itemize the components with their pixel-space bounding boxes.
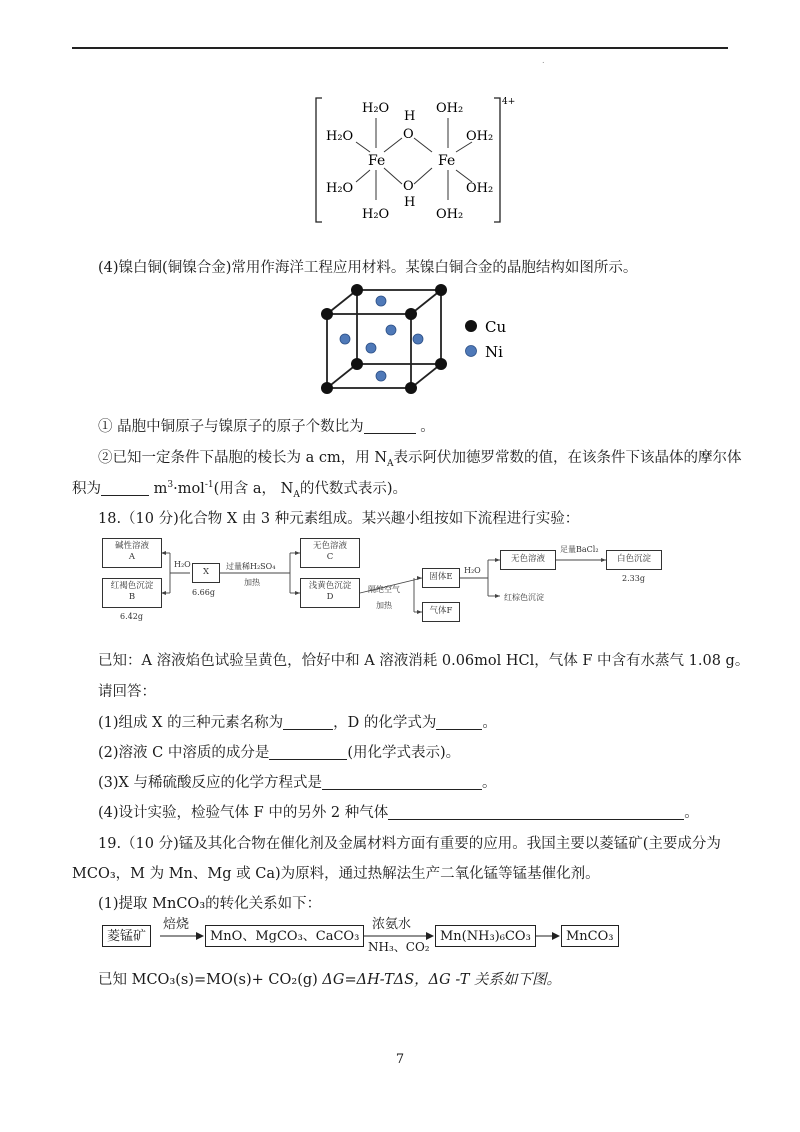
q19-sub1: (1)提取 MnCO₃的转化关系如下： (98, 896, 322, 912)
chain-box-2: MnO、MgCO₃、CaCO₃ (205, 925, 364, 947)
q18-part-3: (3)X 与稀硫酸反应的化学方程式是 。 (98, 775, 497, 791)
flow-reagent-2b: 加热 (376, 601, 392, 610)
flow-reagent-1: 过量稀H₂SO₄ (226, 562, 276, 571)
flow-box-i: 红棕色沉淀 (504, 593, 544, 602)
chain-box-1: 菱锰矿 (102, 925, 151, 947)
flow-h2o-1: H₂O (174, 560, 191, 569)
chain-box-4: MnCO₃ (561, 925, 619, 947)
flow-box-a: 碱性溶液 A (102, 538, 162, 568)
bridge-bot-h: H (404, 195, 416, 210)
fe-left: Fe (368, 153, 386, 169)
flow-box-g: 无色溶液 (500, 550, 556, 570)
legend-cu: Cu (485, 318, 507, 336)
ligand-right-lower: OH₂ (466, 181, 494, 196)
chain-arrow-2-label: 浓氨水 (372, 917, 412, 932)
flow-reagent-3: 足量BaCl₂ (560, 545, 599, 554)
q19-head-cont: MCO₃，M 为 Mn、Mg 或 Ca)为原料，通过热解法生产二氧化锰等锰基催化剂。 (72, 866, 600, 882)
ligand-left-lower: H₂O (326, 181, 354, 196)
q17-4-sub1: ① 晶胞中铜原子与镍原子的原子个数比为 。 (98, 419, 435, 435)
fe-right: Fe (438, 153, 456, 169)
mass-h: 2.33g (622, 574, 645, 583)
q19-head: 19.（10 分)锰及其化合物在催化剂及金属材料方面有重要的应用。我国主要以菱锰矿(主要成分为 (98, 836, 721, 852)
q18-head: 18.（10 分)化合物 X 由 3 种元素组成。某兴趣小组按如下流程进行实验： (98, 511, 580, 527)
q17-4-intro: (4)镍白铜(铜镍合金)常用作海洋工程应用材料。某镍白铜合金的晶胞结构如图所示。 (98, 260, 638, 276)
q17-4-sub2: ②已知一定条件下晶胞的棱长为 a cm，用 $N_A$表示阿伏加德罗常数的值，在该条件下该晶体的摩尔体 (98, 450, 742, 469)
ligand-left-upper: H₂O (326, 129, 354, 144)
q18-known: 已知：A 溶液焰色试验呈黄色，恰好中和 A 溶液消耗 0.06mol HCl，气体 F 中含有水蒸气 1.08 g。 (98, 653, 750, 669)
bridge-top-o: O (403, 127, 414, 142)
chain-arrow-2-sublabel: NH₃、CO₂ (368, 940, 430, 954)
complex-charge: 4+ (502, 97, 516, 107)
flow-box-f: 气体F (422, 602, 460, 622)
ligand-left-top: H₂O (362, 101, 390, 116)
ligand-right-top: OH₂ (436, 101, 464, 116)
header-dot: . (542, 56, 545, 65)
flow-box-h: 白色沉淀 (606, 550, 662, 570)
bridge-bot-o: O (403, 179, 414, 194)
flow-box-e: 固体E (422, 568, 460, 588)
flow-box-d: 浅黄色沉淀 D (300, 578, 360, 608)
bridge-top-h: H (404, 109, 416, 124)
flow-box-b: 红褐色沉淀 B (102, 578, 162, 608)
mass-b: 6.42g (120, 612, 143, 621)
q18-part-4: (4)设计实验，检验气体 F 中的另外 2 种气体 。 (98, 805, 699, 821)
chain-arrow-1-label: 焙烧 (163, 917, 190, 932)
chain-box-3: Mn(NH₃)₆CO₃ (435, 925, 536, 947)
q18-part-2: (2)溶液 C 中溶质的成分是 (用化学式表示)。 (98, 745, 461, 761)
flow-reagent-1b: 加热 (244, 578, 260, 587)
ligand-left-bottom: H₂O (362, 207, 390, 222)
q18-part-1: (1)组成 X 的三种元素名称为 ，D 的化学式为 。 (98, 715, 497, 731)
flow-reagent-2: 隔绝空气 (368, 585, 400, 594)
mass-x: 6.66g (192, 588, 215, 597)
q17-4-sub2-cont: 积为 $m^3\cdot mol^{-1}$(用含 a， $N_A$的代数式表示)。 (72, 480, 407, 500)
legend-ni: Ni (485, 343, 503, 361)
page-number: 7 (395, 1052, 405, 1067)
ligand-right-upper: OH₂ (466, 129, 494, 144)
q19-known: 已知 MCO₃(s)=MO(s)+ CO₂(g) ΔG=ΔH-TΔS，ΔG -T 关系如下图。 (98, 972, 562, 988)
q18-ask: 请回答： (98, 684, 156, 700)
flow-h2o-2: H₂O (464, 566, 481, 575)
ligand-right-bottom: OH₂ (436, 207, 464, 222)
flow-box-c: 无色溶液 C (300, 538, 360, 568)
flow-box-x: X (192, 563, 220, 583)
